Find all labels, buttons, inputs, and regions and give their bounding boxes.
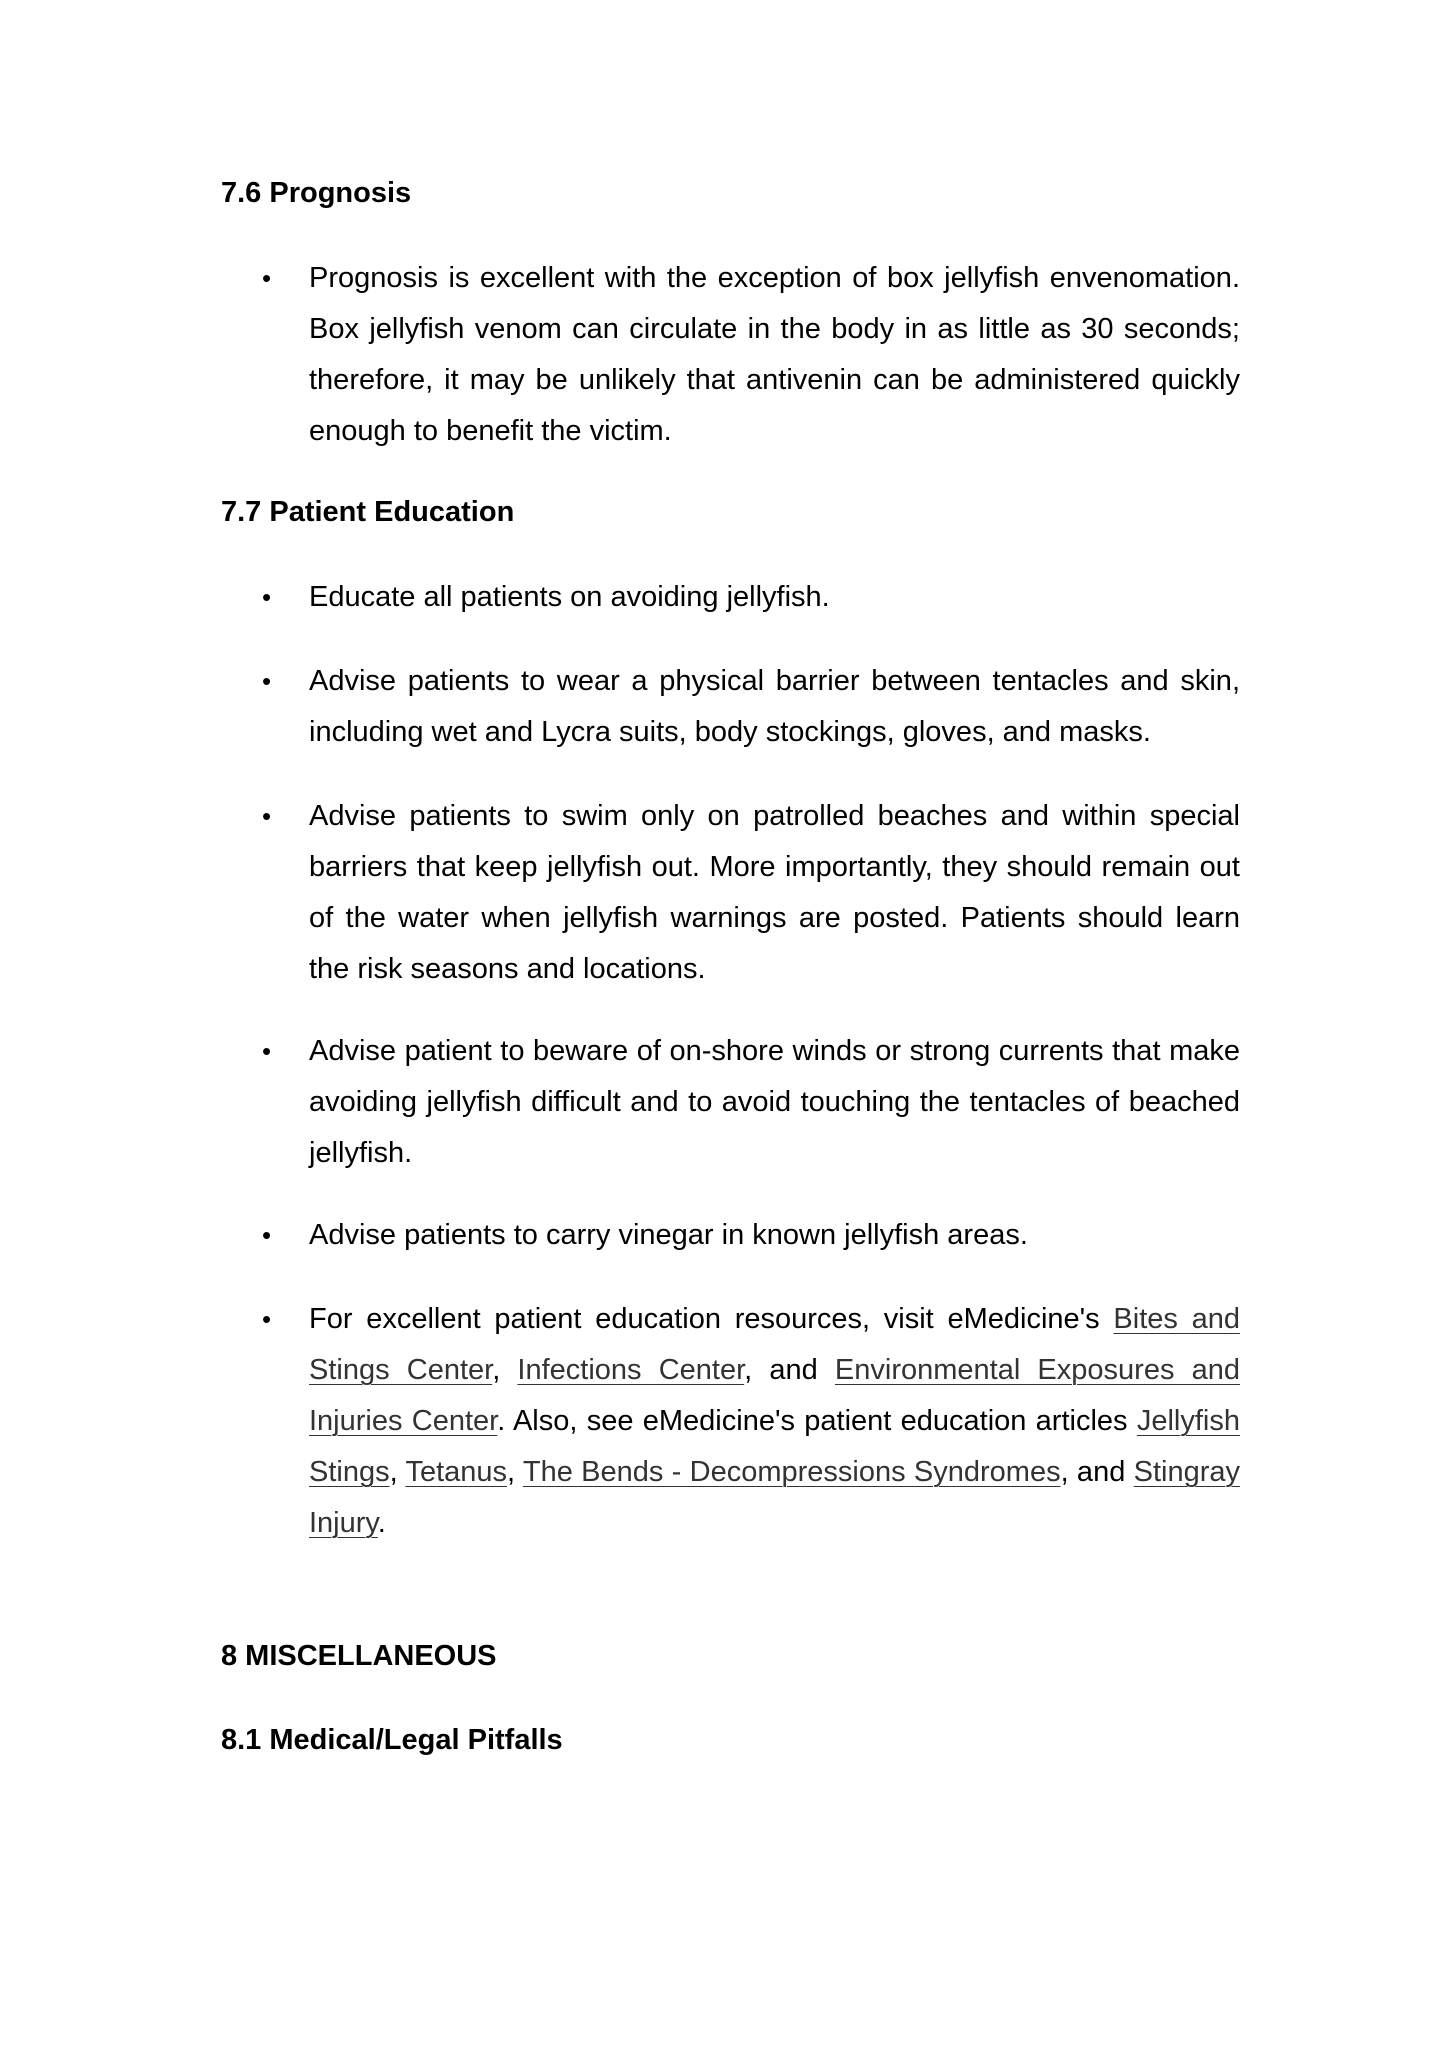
separator-text: ,	[507, 1456, 523, 1488]
heading-medical-legal-pitfalls: 8.1 Medical/Legal Pitfalls	[221, 1724, 563, 1756]
link-bites-and-stings-center[interactable]: Bites and Stings Center	[309, 1303, 1241, 1386]
bullet-marker: •	[262, 1304, 272, 1334]
education-item-2: Advise patients to wear a physical barrier between tentacles and skin, including wet and Lycra suits, body stockings, gloves, and masks.	[309, 665, 1240, 748]
separator-text: ,	[389, 1456, 406, 1488]
education-item-5: Advise patients to carry vinegar in known jellyfish areas.	[309, 1219, 1028, 1251]
bullet-marker: •	[262, 666, 272, 696]
link-tetanus[interactable]: Tetanus	[405, 1456, 508, 1488]
bullet-marker: •	[262, 1036, 272, 1066]
bullet-marker: •	[262, 263, 272, 293]
resources-intro-text: For excellent patient education resources, visit eMedicine's	[309, 1303, 1114, 1335]
education-item-3: Advise patients to swim only on patrolled beaches and within special barriers that keep jellyfish out. More importantly, they should remain out of the water when jellyfish warnings are posted. Patients should learn the risk seasons and locations.	[309, 800, 1240, 985]
bullet-marker: •	[262, 1220, 272, 1250]
link-environmental-exposures-center[interactable]: Environmental Exposures and Injuries Center	[309, 1354, 1240, 1437]
separator-text: ,	[492, 1354, 518, 1386]
link-jellyfish-stings[interactable]: Jellyfish Stings	[309, 1405, 1240, 1488]
heading-patient-education: 7.7 Patient Education	[221, 496, 515, 528]
education-resources-item	[309, 1294, 1240, 1549]
education-item-1: Educate all patients on avoiding jellyfish.	[309, 581, 830, 613]
link-the-bends[interactable]: The Bends - Decompressions Syndromes	[522, 1456, 1061, 1488]
prognosis-item: Prognosis is excellent with the exception of box jellyfish envenomation. Box jellyfish venom can circulate in the body in as little as 30 seconds; therefore, it may be unlikely that antivenin can be administered quickly enough to benefit the victim.	[309, 262, 1240, 447]
bullet-marker: •	[262, 582, 272, 612]
link-stingray-injury[interactable]: Stingray Injury	[309, 1456, 1241, 1539]
heading-prognosis: 7.6 Prognosis	[221, 177, 412, 209]
resources-articles-text: . Also, see eMedicine's patient education articles	[497, 1405, 1137, 1437]
heading-miscellaneous: 8 MISCELLANEOUS	[221, 1640, 497, 1672]
bullet-marker: •	[262, 801, 272, 831]
separator-text: , and	[1060, 1456, 1134, 1488]
separator-text: , and	[744, 1354, 835, 1386]
link-infections-center[interactable]: Infections Center	[517, 1354, 745, 1386]
education-item-4: Advise patient to beware of on-shore winds or strong currents that make avoiding jellyfish difficult and to avoid touching the tentacles of beached jellyfish.	[309, 1035, 1240, 1169]
resources-end-text: .	[377, 1507, 386, 1539]
